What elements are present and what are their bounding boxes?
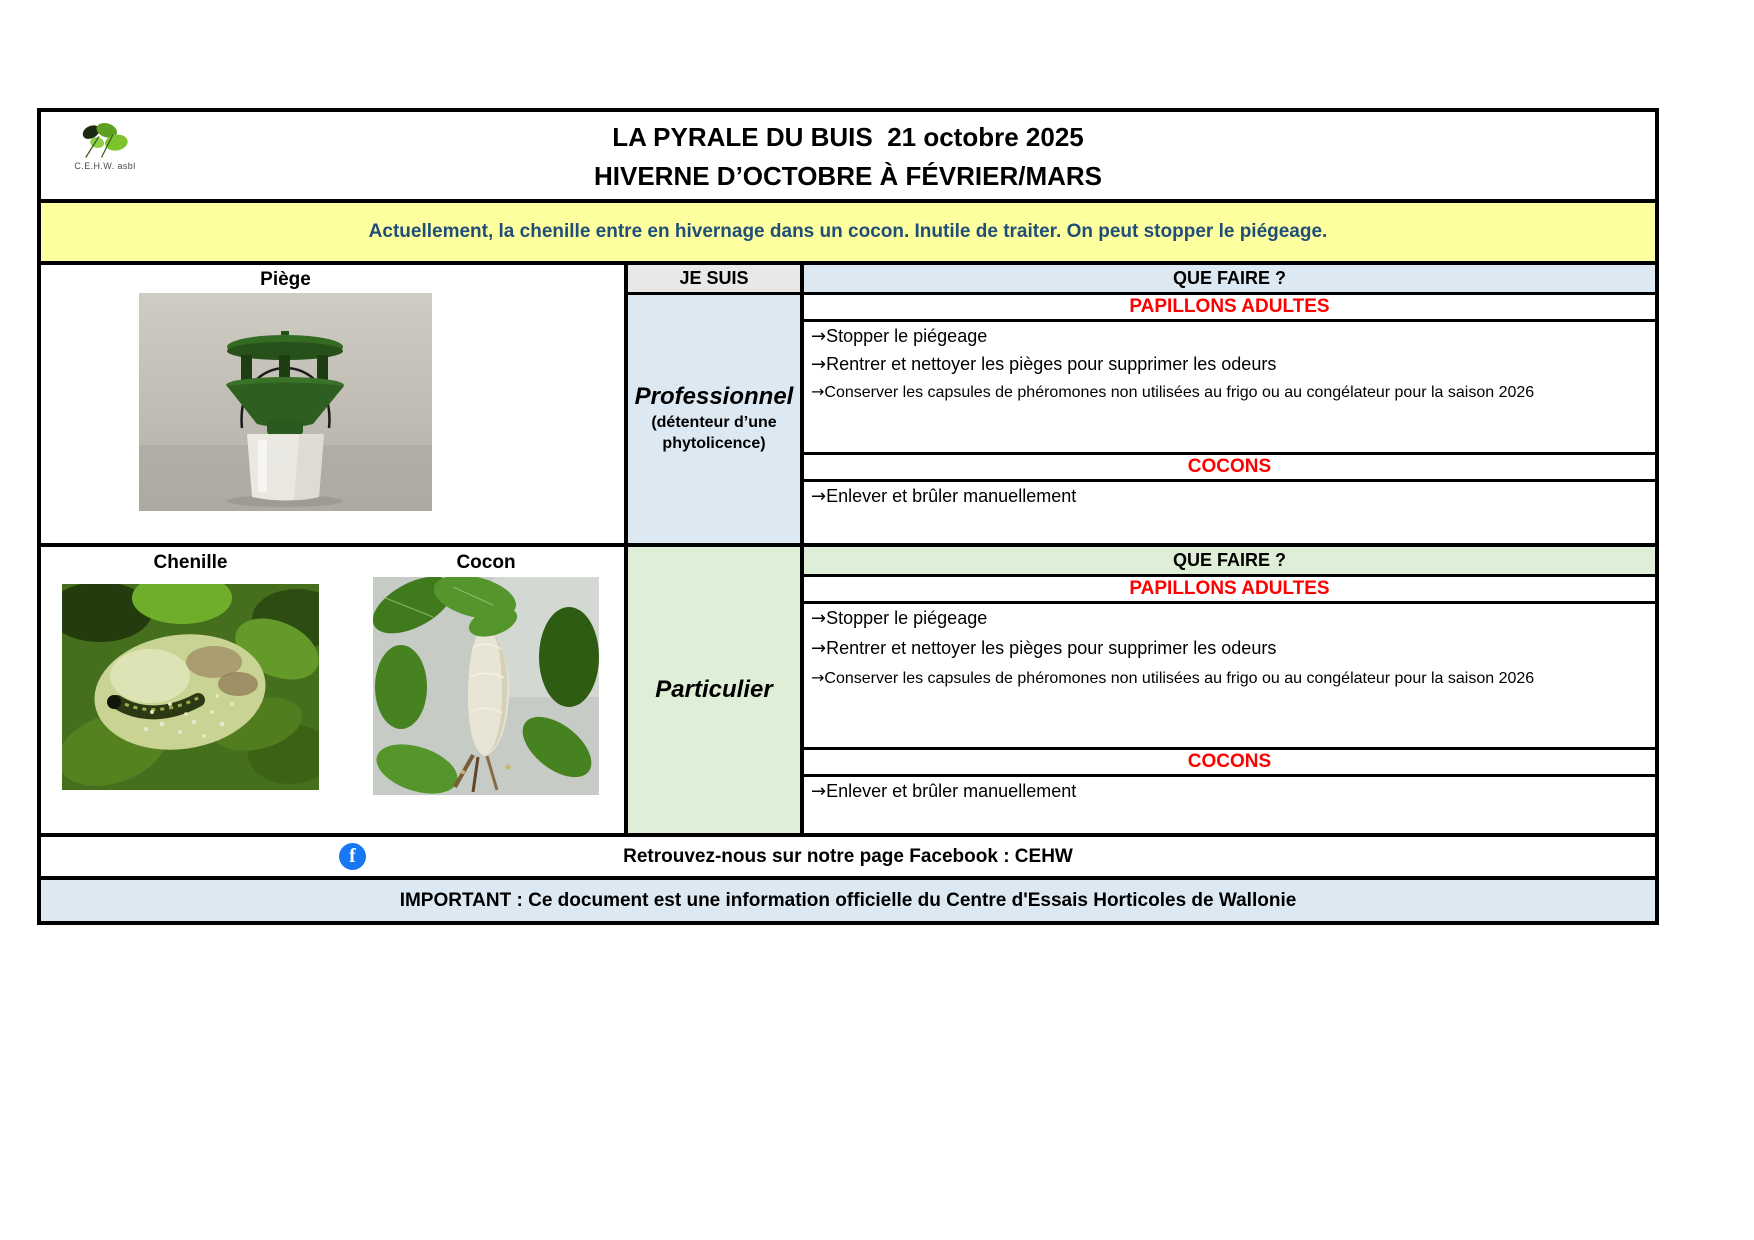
status-banner: Actuellement, la chenille entre en hivernage dans un cocon. Inutile de traiter. On peut stopper le piégeage.	[41, 199, 1655, 261]
facebook-icon: f	[339, 843, 366, 870]
arrow-icon: →	[811, 354, 827, 375]
section-title-cocons: COCONS	[804, 750, 1655, 777]
arrow-icon: →	[811, 668, 825, 687]
action-item: →Stopper le piégeage	[811, 326, 988, 347]
cehw-logo	[63, 119, 147, 171]
action-item: →Conserver les capsules de phéromones non utilisées au frigo ou au congélateur pour la saison 2026	[811, 668, 1535, 687]
row-professionnel	[41, 261, 1655, 543]
arrow-icon: →	[811, 382, 825, 401]
arrow-icon: →	[811, 608, 827, 629]
section-title-cocons: COCONS	[804, 455, 1655, 482]
photo-label-piege: Piège	[260, 269, 311, 290]
action-item: →Rentrer et nettoyer les pièges pour supprimer les odeurs	[811, 354, 1277, 375]
piege-photo	[139, 293, 432, 511]
arrow-icon: →	[811, 638, 827, 659]
je-suis-col-professionnel	[624, 265, 800, 543]
page-title: LA PYRALE DU BUIS 21 octobre 2025	[612, 122, 1084, 152]
leaf-logo-icon	[77, 119, 133, 161]
page-subtitle: HIVERNE D’OCTOBRE À FÉVRIER/MARS	[593, 161, 1102, 191]
photo-label-cocon: Cocon	[456, 552, 516, 573]
action-item: →Enlever et brûler manuellement	[811, 781, 1077, 802]
facebook-row	[41, 833, 1655, 876]
logo-caption: C.E.H.W. asbl	[74, 161, 136, 171]
facebook-text: Retrouvez-nous sur notre page Facebook : CEHW	[623, 845, 1073, 867]
audience-note: (détenteur d’une phytolicence)	[651, 414, 777, 452]
arrow-icon: →	[811, 486, 827, 507]
audience-particulier	[628, 547, 800, 833]
section-title-papillons: PAPILLONS ADULTES	[804, 577, 1655, 604]
action-item: →Stopper le piégeage	[811, 608, 988, 629]
que-faire-col-particulier	[800, 547, 1655, 833]
arrow-icon: →	[811, 326, 827, 347]
row-particulier	[41, 543, 1655, 833]
cocon-photo	[373, 577, 599, 795]
document-frame	[37, 108, 1659, 925]
je-suis-col-particulier	[624, 547, 800, 833]
que-faire-col-professionnel	[800, 265, 1655, 543]
section-title-papillons: PAPILLONS ADULTES	[804, 295, 1655, 322]
que-faire-header: QUE FAIRE ?	[804, 547, 1655, 577]
action-item: →Rentrer et nettoyer les pièges pour supprimer les odeurs	[811, 638, 1277, 659]
actions-papillons	[804, 322, 1655, 455]
je-suis-header: JE SUIS	[628, 265, 800, 295]
important-row: IMPORTANT : Ce document est une information officielle du Centre d'Essais Horticoles de Wallonie	[41, 876, 1655, 921]
actions-cocons	[804, 482, 1655, 543]
chenille-photo	[62, 584, 319, 790]
action-item: →Enlever et brûler manuellement	[811, 486, 1077, 507]
photos-col-particulier	[41, 547, 624, 833]
actions-cocons	[804, 777, 1655, 833]
actions-papillons	[804, 604, 1655, 750]
arrow-icon: →	[811, 781, 827, 802]
que-faire-header: QUE FAIRE ?	[804, 265, 1655, 295]
audience-name: Professionnel	[634, 383, 794, 411]
photo-label-chenille: Chenille	[153, 552, 228, 573]
document-header	[41, 112, 1655, 199]
audience-name: Particulier	[655, 676, 773, 703]
audience-professionnel	[628, 295, 800, 543]
action-item: →Conserver les capsules de phéromones non utilisées au frigo ou au congélateur pour la saison 2026	[811, 382, 1535, 401]
photos-col-professionnel	[41, 265, 624, 543]
